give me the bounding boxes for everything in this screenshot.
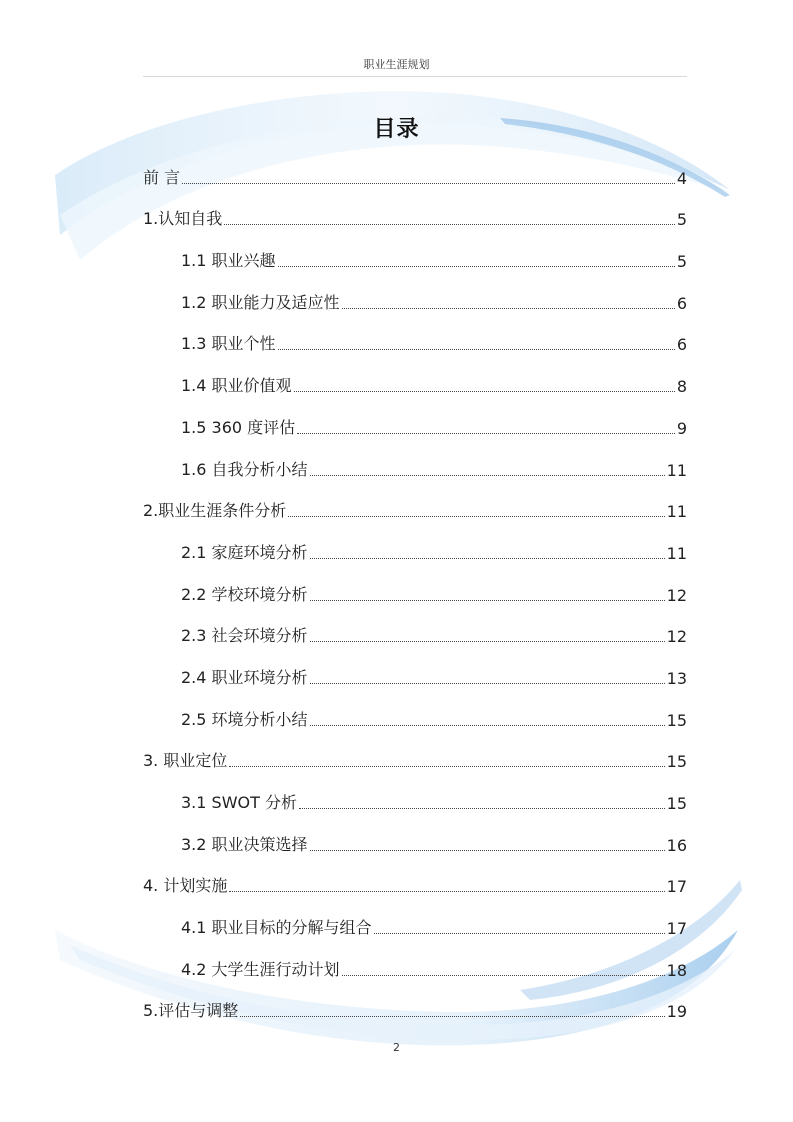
toc-dot-leader	[229, 891, 664, 892]
toc-dot-leader	[310, 558, 665, 559]
toc-entry-page-number: 13	[666, 668, 687, 688]
toc-entry-label: 1.2 职业能力及适应性	[181, 292, 340, 312]
running-header: 职业生涯规划	[363, 58, 430, 71]
toc-entry[interactable]	[143, 153, 687, 195]
toc-entry-page-number: 4	[676, 168, 687, 188]
toc-entry-page-number: 9	[676, 418, 687, 438]
toc-dot-leader	[374, 933, 665, 934]
toc-entry[interactable]	[143, 528, 687, 570]
toc-entry-label: 1.4 职业价值观	[181, 376, 292, 396]
toc-entry-page-number: 6	[676, 293, 687, 313]
toc-dot-leader	[342, 975, 665, 976]
toc-entry-page-number: 18	[666, 960, 687, 980]
toc-entry-page-number: 19	[666, 1002, 687, 1022]
toc-entry-label: 5.评估与调整	[143, 1001, 239, 1021]
toc-entry-page-number: 11	[666, 460, 687, 480]
toc-entry-label: 2.1 家庭环境分析	[181, 542, 308, 562]
toc-entry-page-number: 12	[666, 627, 687, 647]
toc-entry-label: 2.5 环境分析小结	[181, 709, 308, 729]
toc-entry-label: 2.4 职业环境分析	[181, 667, 308, 687]
toc-entry-label: 4. 计划实施	[143, 876, 228, 896]
toc-entry[interactable]	[143, 361, 687, 403]
toc-entry-label: 2.2 学校环境分析	[181, 584, 308, 604]
toc-entry[interactable]	[143, 195, 687, 237]
toc-entry-label: 2.3 社会环境分析	[181, 626, 308, 646]
toc-dot-leader	[299, 808, 665, 809]
toc-entry-label: 4.2 大学生涯行动计划	[181, 959, 340, 979]
toc-dot-leader	[224, 224, 675, 225]
toc-entry-page-number: 5	[676, 210, 687, 230]
table-of-contents	[143, 153, 687, 1028]
toc-dot-leader	[310, 641, 665, 642]
toc-entry-label: 1.5 360 度评估	[181, 417, 296, 437]
toc-entry-label: 1.认知自我	[143, 209, 223, 229]
toc-entry-page-number: 11	[666, 543, 687, 563]
toc-dot-leader	[278, 349, 675, 350]
toc-dot-leader	[310, 850, 665, 851]
toc-entry-page-number: 6	[676, 335, 687, 355]
toc-entry-label: 4.1 职业目标的分解与组合	[181, 918, 372, 938]
toc-dot-leader	[278, 266, 675, 267]
toc-entry[interactable]	[143, 737, 687, 779]
toc-entry[interactable]	[143, 612, 687, 654]
toc-entry[interactable]	[143, 445, 687, 487]
toc-entry-label: 3.2 职业决策选择	[181, 834, 308, 854]
toc-dot-leader	[310, 475, 665, 476]
toc-entry[interactable]	[143, 487, 687, 529]
toc-entry-page-number: 17	[666, 919, 687, 939]
toc-entry-label: 1.1 职业兴趣	[181, 251, 276, 271]
toc-dot-leader	[240, 1016, 664, 1017]
toc-entry[interactable]	[143, 236, 687, 278]
toc-dot-leader	[310, 600, 665, 601]
toc-entry-page-number: 12	[666, 585, 687, 605]
toc-entry-label: 1.6 自我分析小结	[181, 459, 308, 479]
toc-dot-leader	[297, 433, 675, 434]
toc-entry-page-number: 5	[676, 252, 687, 272]
toc-entry-page-number: 15	[666, 794, 687, 813]
toc-dot-leader	[294, 391, 675, 392]
toc-dot-leader	[229, 766, 664, 767]
toc-entry-page-number: 11	[666, 502, 687, 522]
page-number: 2	[393, 1041, 400, 1054]
toc-entry[interactable]	[143, 653, 687, 695]
toc-entry-label: 前 言	[143, 167, 181, 187]
toc-entry-label: 3. 职业定位	[143, 751, 228, 771]
toc-dot-leader	[310, 683, 665, 684]
toc-entry[interactable]	[143, 778, 687, 820]
toc-entry[interactable]	[143, 903, 687, 945]
toc-entry[interactable]	[143, 570, 687, 612]
toc-entry-page-number: 15	[666, 710, 687, 730]
toc-entry-page-number: 15	[666, 752, 687, 772]
toc-title: 目录	[373, 117, 420, 142]
toc-entry[interactable]	[143, 695, 687, 737]
toc-entry-page-number: 17	[666, 877, 687, 897]
toc-entry[interactable]	[143, 945, 687, 987]
toc-entry[interactable]	[143, 320, 687, 362]
toc-entry[interactable]	[143, 987, 687, 1029]
header-divider	[143, 76, 687, 77]
toc-dot-leader	[288, 516, 664, 517]
toc-entry[interactable]	[143, 820, 687, 862]
toc-dot-leader	[342, 308, 675, 309]
toc-entry-label: 2.职业生涯条件分析	[143, 501, 287, 521]
toc-entry-label: 1.3 职业个性	[181, 334, 276, 354]
toc-entry[interactable]	[143, 278, 687, 320]
toc-dot-leader	[182, 183, 675, 184]
toc-entry-page-number: 16	[666, 835, 687, 855]
toc-dot-leader	[310, 725, 665, 726]
toc-entry-page-number: 8	[676, 377, 687, 397]
toc-entry[interactable]	[143, 862, 687, 904]
toc-entry[interactable]	[143, 403, 687, 445]
toc-entry-label: 3.1 SWOT 分析	[181, 793, 297, 812]
